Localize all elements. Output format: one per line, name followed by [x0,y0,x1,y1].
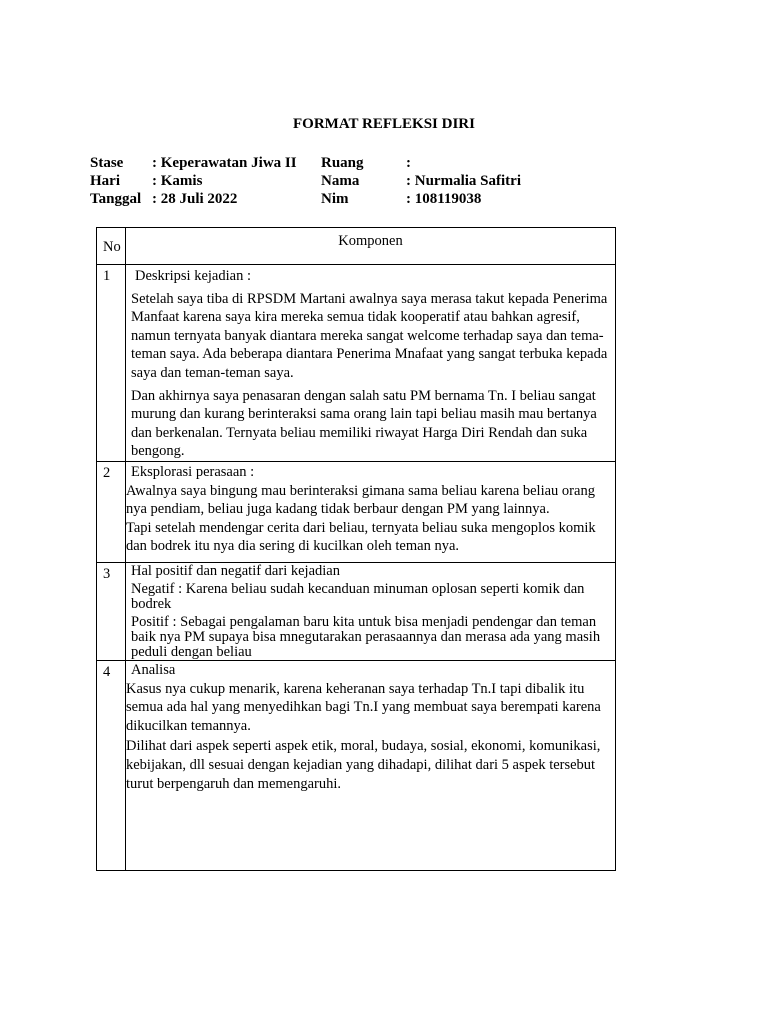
row-heading: Deskripsi kejadian : [135,268,251,284]
nim-value: : 108119038 [406,191,482,207]
header-komponen: Komponen [126,228,616,265]
row-paragraph: Awalnya saya bingung mau berinteraksi gimana sama beliau karena beliau orang nya pendiam, beliau juga kadang tidak berbaur dengan PM yang lainnya. [126,482,595,518]
row-number: 3 [97,562,126,660]
row-content [126,562,616,660]
reflection-table [96,227,616,871]
ruang-label: Ruang [321,155,364,171]
table-row [97,265,616,462]
ruang-value: : [406,155,411,171]
row-paragraph: Dilihat dari aspek seperti aspek etik, moral, budaya, sosial, ekonomi, komunikasi, kebijakan, dll sesuai dengan kejadian yang dihadapi, dilihat dari 5 aspek tersebut turut berpengaruh dan memengaruhi. [126,738,601,792]
meta-labels-left [90,154,141,208]
row-heading: Analisa [131,661,176,678]
table-header-row [97,228,616,265]
table-row [97,660,616,870]
meta-values-left [152,154,297,208]
hari-value: : Kamis [152,173,203,189]
meta-labels-right [321,154,364,208]
tanggal-value: : 28 Juli 2022 [152,191,238,207]
row-heading: Hal positif dan negatif dari kejadian [131,562,340,579]
row-number: 4 [97,660,126,870]
stase-value: : Keperawatan Jiwa II [152,155,297,171]
nama-label: Nama [321,173,360,189]
row-paragraph: Negatif : Karena beliau sudah kecanduan minuman oplosan seperti komik dan bodrek [131,580,585,612]
hari-label: Hari [90,173,120,189]
row-paragraph: Setelah saya tiba di RPSDM Martani awalnya saya merasa takut kepada Penerima Manfaat karena saya kira mereka semua tidak kooperatif atau bahkan agresif, namun ternyata banyak diantara mereka sangat welcome terhadap saya dan tema-teman saya. Ada beberapa diantara Penerima Mnafaat yang sangat terbuka kepada saya dan teman-teman saya. [131,290,608,381]
row-number: 2 [97,461,126,562]
row-content [126,660,616,870]
row-number: 1 [97,265,126,462]
row-heading: Eksplorasi perasaan : [131,463,255,480]
document-title: FORMAT REFLEKSI DIRI [293,116,475,132]
nama-value: : Nurmalia Safitri [406,173,521,189]
row-content [126,461,616,562]
row-content [126,265,616,462]
nim-label: Nim [321,191,349,207]
header-no: No [97,228,126,265]
table-row [97,461,616,562]
stase-label: Stase [90,155,124,171]
row-paragraph: Dan akhirnya saya penasaran dengan salah satu PM bernama Tn. I beliau sangat murung dan kurang berinteraksi sama orang lain tapi beliau masih mau bertanya dan berkenalan. Ternyata beliau memiliki riwayat Harga Diri Rendah dan suka bengong. [131,387,597,460]
tanggal-label: Tanggal [90,191,142,207]
table-row [97,562,616,660]
meta-values-right [406,154,521,208]
row-paragraph: Kasus nya cukup menarik, karena keheranan saya terhadap Tn.I tapi dibalik itu semua ada hal yang menyedihkan bagi Tn.I yang membuat saya berempati karena dikucilkan temannya. [126,680,601,734]
row-paragraph: Tapi setelah mendengar cerita dari beliau, ternyata beliau suka mengoplos komik dan bodrek itu nya dia sering di kucilkan oleh teman nya. [126,519,596,555]
row-paragraph: Positif : Sebagai pengalaman baru kita untuk bisa menjadi pendengar dan teman baik nya PM supaya bisa mnegutarakan perasaannya dan merasa ada yang masih peduli dengan beliau [131,613,601,660]
